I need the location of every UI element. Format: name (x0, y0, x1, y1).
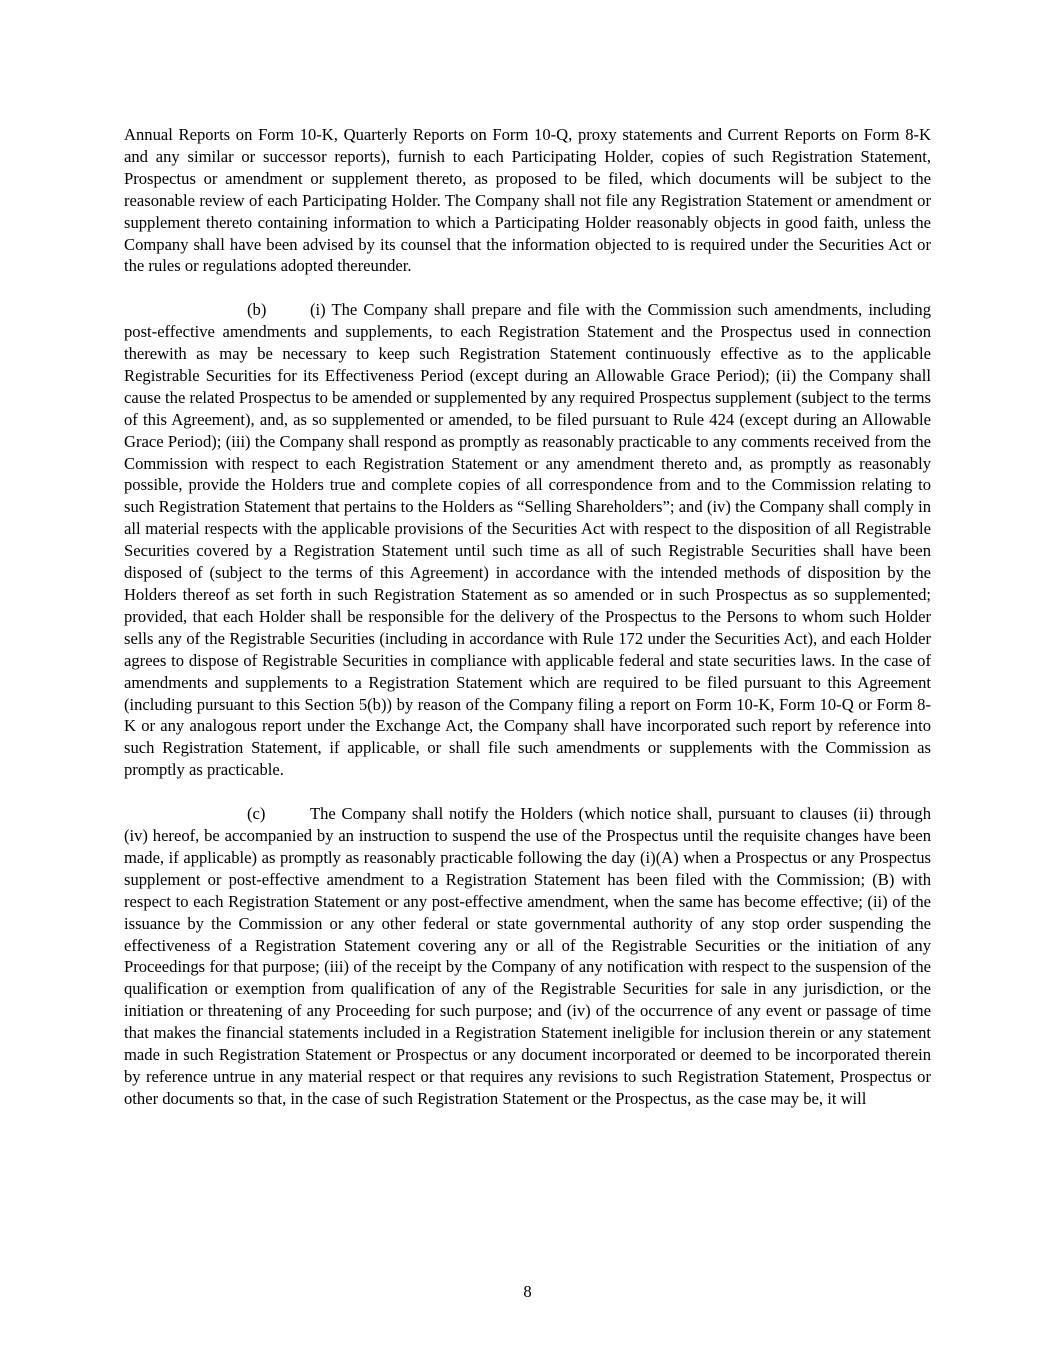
paragraph-continuation (124, 124, 931, 277)
page-number: 8 (523, 1282, 532, 1301)
paragraph-text: Annual Reports on Form 10-K, Quarterly Reports on Form 10-Q, proxy statements and Current Reports on Form 8-K and any similar or successor reports), furnish to each Participating Holder, copies of such Registration Statement, Prospectus or amendment or supplement thereto, as proposed to be filed, which documents will be subject to the reasonable review of each Participating Holder. The Company shall not file any Registration Statement or amendment or supplement thereto containing information to which a Participating Holder reasonably objects in good faith, unless the Company shall have been advised by its counsel that the information objected to is required under the Securities Act or the rules or regulations adopted thereunder. (124, 125, 931, 276)
paragraph-text: The Company shall notify the Holders (which notice shall, pursuant to clauses (ii) through (iv) hereof, be accompanied by an instruction to suspend the use of the Prospectus until the requisite changes have been made, if applicable) as promptly as reasonably practicable following the day (i)(A) when a Prospectus or any Prospectus supplement or post-effective amendment to a Registration Statement has been filed with the Commission; (B) with respect to each Registration Statement or any post-effective amendment, when the same has become effective; (ii) of the issuance by the Commission or any other federal or state governmental authority of any stop order suspending the effectiveness of a Registration Statement covering any or all of the Registrable Securities or the initiation of any Proceedings for that purpose; (iii) of the receipt by the Company of any notification with respect to the suspension of the qualification or exemption from qualification of any of the Registrable Securities for sale in any jurisdiction, or the initiation or threatening of any Proceeding for such purpose; and (iv) of the occurrence of any event or passage of time that makes the financial statements included in a Registration Statement ineligible for inclusion therein or any statement made in such Registration Statement or Prospectus or any document incorporated or deemed to be incorporated therein by reference untrue in any material respect or that requires any revisions to such Registration Statement, Prospectus or other documents so that, in the case of such Registration Statement or the Prospectus, as the case may be, it will (124, 804, 931, 1108)
paragraph-section-b (124, 299, 931, 781)
section-label: (c) (247, 804, 266, 824)
paragraph-text: (i) The Company shall prepare and file with the Commission such amendments, including post-effective amendments and supplements, to each Registration Statement and the Prospectus used in connection therewith as may be necessary to keep such Registration Statement continuously effective as to the applicable Registrable Securities for its Effectiveness Period (except during an Allowable Grace Period); (ii) the Company shall cause the related Prospectus to be amended or supplemented by any required Prospectus supplement (subject to the terms of this Agreement), and, as so supplemented or amended, to be filed pursuant to Rule 424 (except during an Allowable Grace Period); (iii) the Company shall respond as promptly as reasonably practicable to any comments received from the Commission with respect to each Registration Statement or any amendment thereto and, as promptly as reasonably possible, provide the Holders true and complete copies of all correspondence from and to the Commission relating to such Registration Statement that pertains to the Holders as “Selling Shareholders”; and (iv) the Company shall comply in all material respects with the applicable provisions of the Securities Act with respect to the disposition of all Registrable Securities covered by a Registration Statement until such time as all of such Registrable Securities shall have been disposed of (subject to the terms of this Agreement) in accordance with the intended methods of disposition by the Holders thereof as set forth in such Registration Statement as so amended or in such Prospectus as so supplemented; provided, that each Holder shall be responsible for the delivery of the Prospectus to the Persons to whom such Holder sells any of the Registrable Securities (including in accordance with Rule 172 under the Securities Act), and each Holder agrees to dispose of Registrable Securities in compliance with applicable federal and state securities laws. In the case of amendments and supplements to a Registration Statement which are required to be filed pursuant to this Agreement (including pursuant to this Section 5(b)) by reason of the Company filing a report on Form 10-K, Form 10-Q or Form 8-K or any analogous report under the Exchange Act, the Company shall have incorporated such report by reference into such Registration Statement, if applicable, or shall file such amendments or supplements with the Commission as promptly as practicable. (124, 300, 931, 780)
section-label: (b) (247, 300, 267, 320)
document-body (124, 124, 931, 1110)
paragraph-section-c (124, 803, 931, 1110)
